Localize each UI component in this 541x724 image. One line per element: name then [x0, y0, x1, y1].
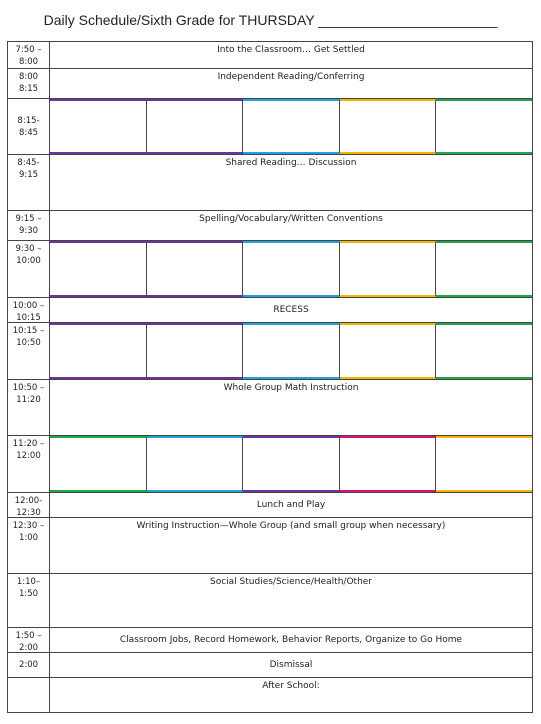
activity-label: After School: [262, 681, 320, 691]
group-box-purple [50, 241, 147, 297]
schedule-row [8, 298, 532, 323]
time-cell: 10:00 – 10:15 [8, 298, 50, 322]
time-cell: 2:00 [8, 653, 50, 677]
time-cell: 8:45- 9:15 [8, 155, 50, 210]
schedule-row [8, 69, 532, 99]
group-box-green [50, 436, 147, 492]
group-box-purple [147, 99, 244, 154]
page-title: Daily Schedule/Sixth Grade for THURSDAY _______________________ [43, 12, 498, 28]
activity-label: Into the Classroom… Get Settled [217, 45, 365, 55]
time-cell: 1:50 – 2:00 [8, 628, 50, 652]
activity-label: Lunch and Play [256, 500, 326, 510]
activity-label: Dismissal [269, 660, 313, 670]
schedule-row [8, 436, 532, 493]
schedule-row [8, 99, 532, 155]
time-cell: 10:15 – 10:50 [8, 323, 50, 379]
group-box-magenta [340, 436, 437, 492]
schedule-row [8, 628, 532, 653]
time-cell [8, 678, 50, 712]
group-box-purple [147, 241, 244, 297]
group-box-blue [243, 323, 340, 379]
group-box-green [436, 99, 532, 154]
schedule-row [8, 241, 532, 298]
time-cell: 9:15 – 9:30 [8, 211, 50, 240]
activity-label: Shared Reading… Discussion [225, 158, 357, 168]
time-cell: 12:30 – 1:00 [8, 518, 50, 573]
activity-label: Classroom Jobs, Record Homework, Behavior Reports, Organize to Go Home [119, 635, 463, 645]
time-cell: 1:10– 1:50 [8, 574, 50, 627]
time-cell: 10:50 – 11:20 [8, 380, 50, 435]
schedule-row [8, 380, 532, 436]
schedule-table [7, 41, 533, 713]
group-box-purple [243, 436, 340, 492]
time-cell: 8:15- 8:45 [8, 99, 50, 154]
group-box-blue [243, 99, 340, 154]
time-cell: 11:20 – 12:00 [8, 436, 50, 492]
group-boxes [50, 241, 532, 297]
group-box-green [436, 241, 532, 297]
schedule-row [8, 574, 532, 628]
group-box-blue [243, 241, 340, 297]
activity-label: Social Studies/Science/Health/Other [209, 577, 373, 587]
group-boxes [50, 323, 532, 379]
activity-label: Writing Instruction—Whole Group (and small group when necessary) [136, 521, 446, 531]
schedule-row [8, 518, 532, 574]
activity-label: Independent Reading/Conferring [217, 72, 365, 82]
group-box-orange [340, 241, 437, 297]
schedule-row [8, 42, 532, 69]
schedule-row [8, 678, 532, 712]
activity-label: RECESS [273, 305, 309, 315]
time-cell: 7:50 – 8:00 [8, 42, 50, 68]
time-cell: 9:30 – 10:00 [8, 241, 50, 297]
schedule-row [8, 211, 532, 241]
schedule-row [8, 155, 532, 211]
schedule-row [8, 323, 532, 380]
group-box-purple [50, 323, 147, 379]
schedule-row [8, 493, 532, 518]
group-box-orange [436, 436, 532, 492]
group-boxes [50, 436, 532, 492]
time-cell: 8:00 8:15 [8, 69, 50, 98]
activity-label: Whole Group Math Instruction [223, 383, 359, 393]
group-box-purple [147, 323, 244, 379]
schedule-row [8, 653, 532, 678]
activity-label: Spelling/Vocabulary/Written Conventions [199, 214, 383, 224]
group-box-blue [147, 436, 244, 492]
group-box-green [436, 323, 532, 379]
group-boxes [50, 99, 532, 154]
group-box-orange [340, 323, 437, 379]
group-box-purple [50, 99, 147, 154]
time-cell: 12:00- 12:30 [8, 493, 50, 517]
group-box-orange [340, 99, 437, 154]
